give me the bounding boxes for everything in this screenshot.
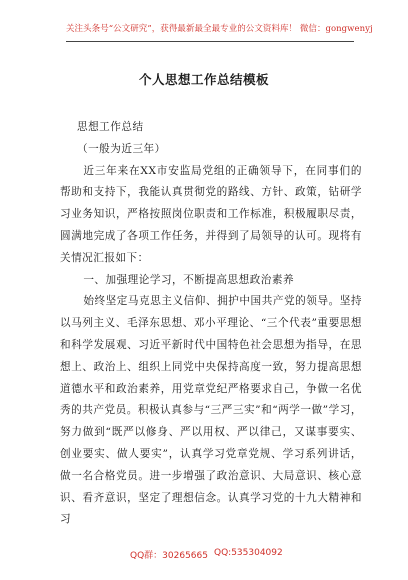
header-promo-text: 关注头条号“公文研究”，获得最新最全最专业的公文资料库！ 微信：gongwenyj [66, 24, 354, 42]
document-body [60, 117, 362, 531]
footer-qq-group: QQ群：30265665 [130, 551, 208, 561]
body-paragraph-1: 始终坚定马克思主义信仰、拥护中国共产党的领导。坚持以马列主义、毛泽东思想、邓小平理论、“三个代表”重要思想和科学发展观、习近平新时代中国特色社会思想为指导，在思想上、政治上、组织上同党中央保持高度一致，努力提高思想道德水平和政治素养，用党章党纪严格要求自己，争做一名优秀的共产党员。积极认真参与“三严三实”和“两学一做”学习，努力做到“既严以修身、严以用权、严以律己，又谋事要实、创业要实、做人要实”，认真学习党章党规、学习系列讲话，做一名合格党员。进一步增强了政治意识、大局意识、核心意识、看齐意识，坚定了理想信念。认真学习党的十九大精神和习 [60, 295, 362, 526]
section-subtitle: 思想工作总结 [77, 121, 144, 133]
intro-paragraph: 近三年来在XX市安监局党组的正确领导下，在同事们的帮助和支持下，我能认真贯彻党的路线、方针、政策，钻研学习业务知识，严格按照岗位职责和工作标准，积极履职尽责，圆满地完成了各项工作任务，并得到了局领导的认可。现将有关情况汇报如下： [60, 164, 362, 264]
footer-qq-number: QQ:535304092 [214, 548, 283, 558]
section-heading-1: 一、加强理论学习，不断提高思想政治素养 [83, 273, 295, 286]
section-subtitle-note: （一般为近三年） [77, 142, 166, 155]
footer-contact [0, 548, 408, 564]
document-title: 个人思想工作总结模板 [138, 72, 269, 87]
